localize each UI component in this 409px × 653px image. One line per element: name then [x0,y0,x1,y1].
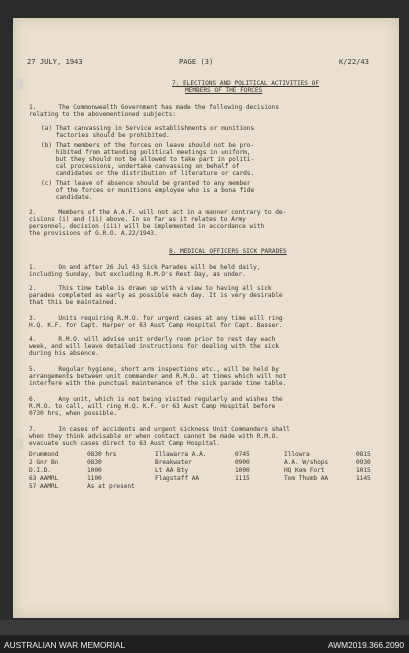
parade-time: 1000 [87,467,102,474]
doc-reference: K/22/43 [339,57,369,66]
s8-para3: 3. Units requiring R.M.O. for urgent cases at any time will ring [29,315,283,322]
s8-para6: 6. Any unit, which is not being visited regularly and wishes the [29,396,283,403]
doc-date: 27 JULY, 1943 [27,57,83,66]
s7-item-a: factories should be prohibited. [41,132,170,139]
s7-item-b: cal processions, undertake canvassing on behalf of [41,163,240,170]
s7-item-b: but they should not be allowed to take part in politi- [41,156,255,163]
s8-para2: parades completed as early as possible each day. It is very desirable [29,292,283,299]
parade-time: 0930 [356,459,371,466]
footer-accession-number: AWM2019.366.2090 [327,640,404,650]
s8-para4: during his absence. [29,350,99,357]
s7-para2: cisions (i) and (ii) above. In so far as it relates to Army [29,216,246,223]
s8-para1: 1. On and after 26 Jul 43 Sick Parades will be held daily, [29,264,261,271]
s7-item-c: of the forces or munitions employee who is a bona fide [41,187,255,194]
unit-name: HQ Kem Fort [284,467,325,474]
unit-name: Drummond [29,451,59,458]
s7-para1: relating to the abovementioned subjects: [29,111,177,118]
page-number: PAGE (3) [179,57,214,66]
archive-footer [0,635,409,653]
parade-time: 0815 [356,451,371,458]
s7-item-a: (a) That canvassing in Service establishments or munitions [41,125,255,132]
unit-name: Breakwater [155,459,192,466]
punch-hole [15,438,23,450]
s8-para4: 4. R.M.O. will advise unit orderly room prior to rest day each [29,336,276,343]
s8-para7: 7. In cases of accidents and urgent sickness Unit Commanders shall [29,426,290,433]
document-page [13,18,399,618]
s7-item-b: hibited from attending political meetings in uniform, [41,149,251,156]
s7-item-c: (c) That leave of absence should be granted to any member [41,180,251,187]
parade-time: 0830 [87,459,102,466]
section8-title: 8. MEDICAL OFFICERS SICK PARADES [169,248,287,255]
unit-name: Tom Thumb AA [284,475,329,482]
s8-para6: R.M.O. to call, will ring H.Q. K.F. or 63 Aust Camp Hospital before [29,403,276,410]
unit-name: Flagstaff AA [155,475,200,482]
s7-para2: personnel, decision (iii) will be implemented in accordance with [29,223,265,230]
unit-name: 57 AAMRL [29,483,59,490]
unit-name: Illawarra A.A. [155,451,207,458]
s7-item-b: candidates or the distribution of literature or cards. [41,170,255,177]
s8-para4: week, and will leave detailed instructions for dealing with the sick [29,343,279,350]
s8-para6: 0730 hrs, when possible. [29,410,118,417]
s7-item-b: (b) That members of the forces on leave should not be pro- [41,142,255,149]
unit-name: 63 AAMRL [29,475,59,482]
punch-hole [15,78,23,90]
s8-para3: H.Q. K.F. for Capt. Harper or 63 Aust Camp Hospital for Capt. Basser. [29,322,283,329]
s8-para7: when they think advisable or when contact cannot be made with R.M.O. [29,433,279,440]
parade-time: 1145 [356,475,371,482]
unit-name: A.A. W/shops [284,459,329,466]
parade-time: 1100 [87,475,102,482]
parade-time: 1115 [235,475,250,482]
s7-para2: 2. Members of the A.A.F. will not act in a manner contrary to de- [29,209,287,216]
s8-para5: arrangements between unit commander and R.M.O. at times which will not [29,373,287,380]
s8-para7: evacuate such cases direct to 63 Aust Camp Hospital. [29,440,221,447]
scan-border [0,620,409,635]
unit-name: Illowra [284,451,310,458]
parade-time: As at present [87,483,135,490]
parade-time: 0900 [235,459,250,466]
unit-name: Lt AA Bty [155,467,189,474]
parade-time: 1015 [356,467,371,474]
s7-para2: the provisions of G.R.O. A.22/1943. [29,230,158,237]
unit-name: D.I.D. [29,467,52,474]
parade-time: 1000 [235,467,250,474]
s8-para5: 5. Regular hygiene, short arm inspections etc., will be held by [29,366,279,373]
unit-name: 2 Gnr Bn [29,459,59,466]
parade-time: 0745 [235,451,250,458]
s8-para1: including Sunday, but excluding R.M.O's Rest Day, as under. [29,271,246,278]
s7-item-c: candidate. [41,194,93,201]
s8-para5: interfere with the punctual maintenance of the sick parade time table. [29,380,287,387]
section7-title: 7. ELECTIONS AND POLITICAL ACTIVITIES OF [172,80,320,87]
s8-para2: that this be maintained. [29,299,118,306]
parade-time: 0830 hrs [87,451,117,458]
s7-para1: 1. The Commonwealth Government has made the following decisions [29,104,279,111]
section7-title-2: MEMBERS OF THE FORCES [185,87,263,94]
s8-para2: 2. This time table is drawn up with a view to having all sick [29,285,272,292]
footer-institution: AUSTRALIAN WAR MEMORIAL [4,640,126,650]
